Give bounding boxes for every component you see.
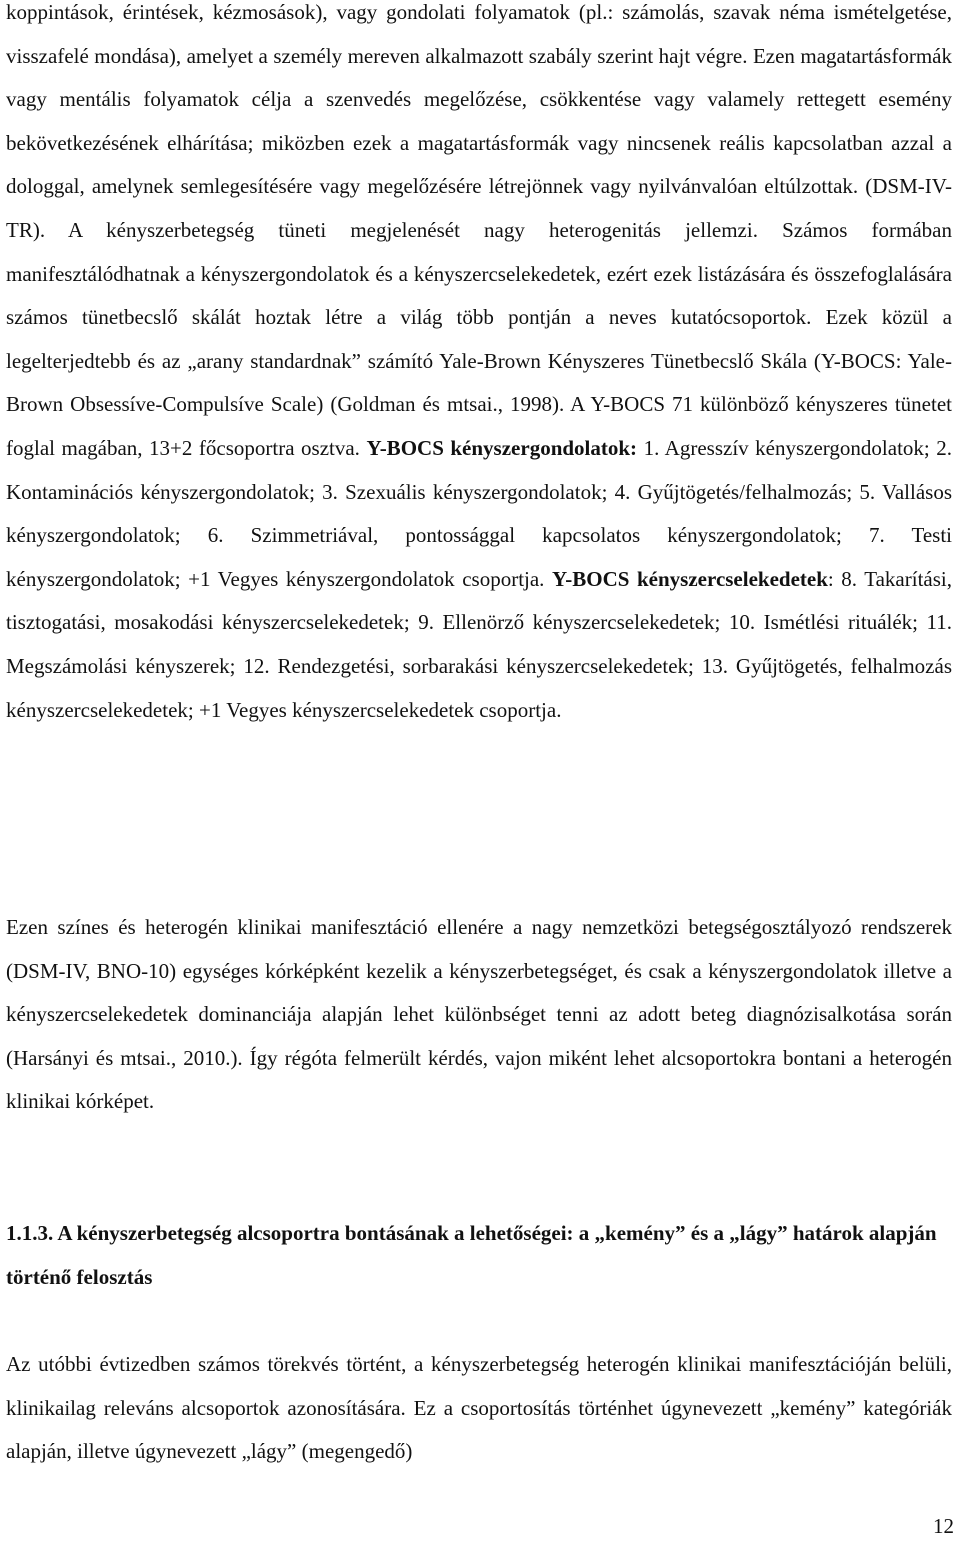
paragraph-heterogeneity: Ezen színes és heterogén klinikai manifesztáció ellenére a nagy nemzetközi betegségosztályozó rendszerek (DSM-IV, BNO-10) egységes kórképként kezelik a kényszerbetegséget, és csak a kényszergondolatok illetve a kényszercselekedetek dominanciája alapján lehet különbséget tenni az adott beteg diagnózisalkotása során (Harsányi és mtsai., 2010.). Így régóta felmerült kérdés, vajon miként lehet alcsoportokra bontani a heterogén klinikai kórképet. — [6, 915, 952, 1114]
paragraph-text: : 8. Takarítási, tisztogatási, mosakodási kényszercselekedetek; 9. Ellenörző kényszercselekedetek; 10. Ismétlési rituálék; 11. Megszámolási kényszerek; 12. Rendezgetési, sorbarakási kényszercselekedetek; 13. Gyűjtögetés, felhalmozás kényszercselekedetek; +1 Vegyes kényszercselekedetek csoportja. — [6, 566, 952, 722]
paragraph-ybocs-description — [6, 0, 952, 732]
bold-term-ybocs-obsessions: Y-BOCS kényszergondolatok: — [366, 435, 638, 460]
paragraph-subgroups: Az utóbbi évtizedben számos törekvés történt, a kényszerbetegség heterogén klinikai manifesztációján belüli, klinikailag releváns alcsoportok azonosítására. Ez a csoportosítás történhet úgynevezett „kemény” kategóriák alapján, illetve úgynevezett „lágy” (megengedő) — [6, 1352, 952, 1464]
paragraph-text: 1. Agresszív kényszergondolatok; 2. Kontaminációs kényszergondolatok; 3. Szexuális kényszergondolatok; 4. Gyűjtögetés/felhalmozás; 5. Vallásos kényszergondolatok; 6. Szimmetriával, pontossággal kapcsolatos kényszergondolatok; 7. Testi kényszergondolatok; +1 Vegyes kényszergondolatok csoportja. — [6, 435, 952, 591]
page-number: 12 — [933, 1514, 954, 1538]
bold-term-ybocs-compulsions: Y-BOCS kényszercselekedetek — [552, 566, 828, 591]
section-heading: 1.1.3. A kényszerbetegség alcsoportra bontásának a lehetőségei: a „kemény” és a „lágy” határok alapján történő felosztás — [6, 1221, 937, 1289]
paragraph-text: koppintások, érintések, kézmosások), vagy gondolati folyamatok (pl.: számolás, szavak néma ismételgetése, visszafelé mondása), amelyet a személy mereven alkalmazott szabály szerint hajt végre. Ezen magatartásformák vagy mentális folyamatok célja a szenvedés megelőzése, csökkentése vagy valamely rettegett esemény bekövetkezésének elhárítása; miközben ezek a magatartásformák vagy nincsenek reális kapcsolatban azzal a dologgal, amelynek semlegesítésére vagy megelőzésére létrejönnek vagy nyilvánvalóan eltúlzottak. (DSM-IV-TR). A kényszerbetegség tüneti megjelenését nagy heterogenitás jellemzi. Számos formában manifesztálódhatnak a kényszergondolatok és a kényszercselekedetek, ezért ezek listázására és összefoglalására számos tünetbecslő skálát hoztak létre a világ több pontján a neves kutatócsoportok. Ezek közül a legelterjedtebb és az „arany standardnak” számító Yale-Brown Kényszeres Tünetbecslő Skála (Y-BOCS: Yale-Brown Obsessíve-Compulsíve Scale) (Goldman és mtsai., 1998). A Y-BOCS 71 különböző kényszeres tünetet foglal magában, 13+2 főcsoportra osztva. — [6, 0, 952, 460]
